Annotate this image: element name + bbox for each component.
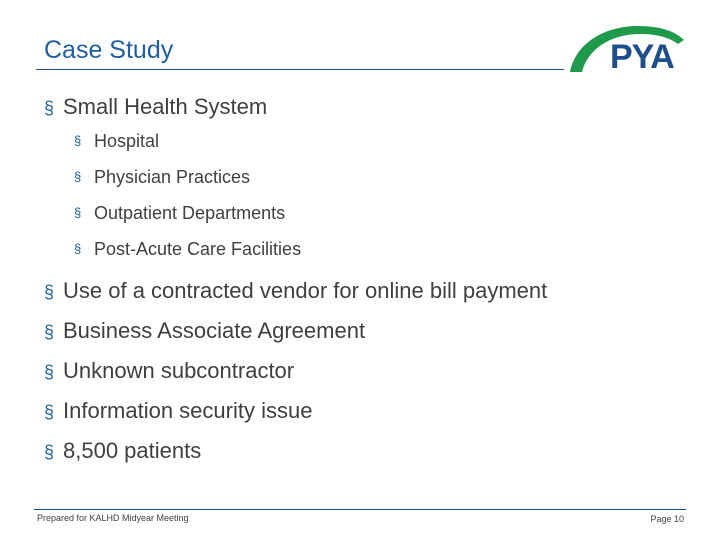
slide-title: Case Study — [44, 36, 174, 64]
sub-bullet-item — [44, 128, 684, 164]
sub-bullet-marker-icon: § — [74, 169, 82, 184]
footer-divider — [34, 509, 686, 510]
bullet-item — [44, 316, 684, 356]
sub-bullet-marker-icon: § — [74, 133, 82, 148]
bullet-item — [44, 436, 684, 476]
bullet-text: Use of a contracted vendor for online bill payment — [63, 278, 548, 303]
bullet-text: Small Health System — [63, 94, 268, 119]
bullet-text: Business Associate Agreement — [63, 318, 366, 343]
bullet-item — [44, 92, 684, 126]
bullet-item — [44, 276, 684, 316]
bullet-marker-icon: § — [44, 362, 55, 382]
pya-logo — [566, 20, 686, 74]
bullet-item — [44, 356, 684, 396]
sub-bullet-marker-icon: § — [74, 205, 82, 220]
footer-meeting-label: Prepared for KALHD Midyear Meeting — [37, 513, 189, 523]
sub-bullet-text: Physician Practices — [94, 167, 251, 187]
sub-bullet-text: Post-Acute Care Facilities — [94, 239, 302, 259]
sub-bullet-item — [44, 164, 684, 200]
bullet-marker-icon: § — [44, 442, 55, 462]
page-number: Page 10 — [650, 514, 684, 524]
sub-bullet-list — [44, 128, 684, 272]
sub-bullet-item — [44, 236, 684, 272]
bullet-text: 8,500 patients — [63, 438, 202, 463]
sub-bullet-text: Hospital — [94, 131, 160, 151]
bullet-marker-icon: § — [44, 402, 55, 422]
logo-text: PYA — [610, 38, 674, 76]
bullet-marker-icon: § — [44, 322, 55, 342]
title-divider — [36, 69, 564, 70]
bullet-text: Unknown subcontractor — [63, 358, 295, 383]
bullet-item — [44, 396, 684, 436]
bullet-marker-icon: § — [44, 282, 55, 302]
sub-bullet-text: Outpatient Departments — [94, 203, 286, 223]
sub-bullet-marker-icon: § — [74, 241, 82, 256]
bullet-text: Information security issue — [63, 398, 313, 423]
bullet-marker-icon: § — [44, 98, 55, 118]
bullet-list — [44, 92, 684, 476]
sub-bullet-item — [44, 200, 684, 236]
